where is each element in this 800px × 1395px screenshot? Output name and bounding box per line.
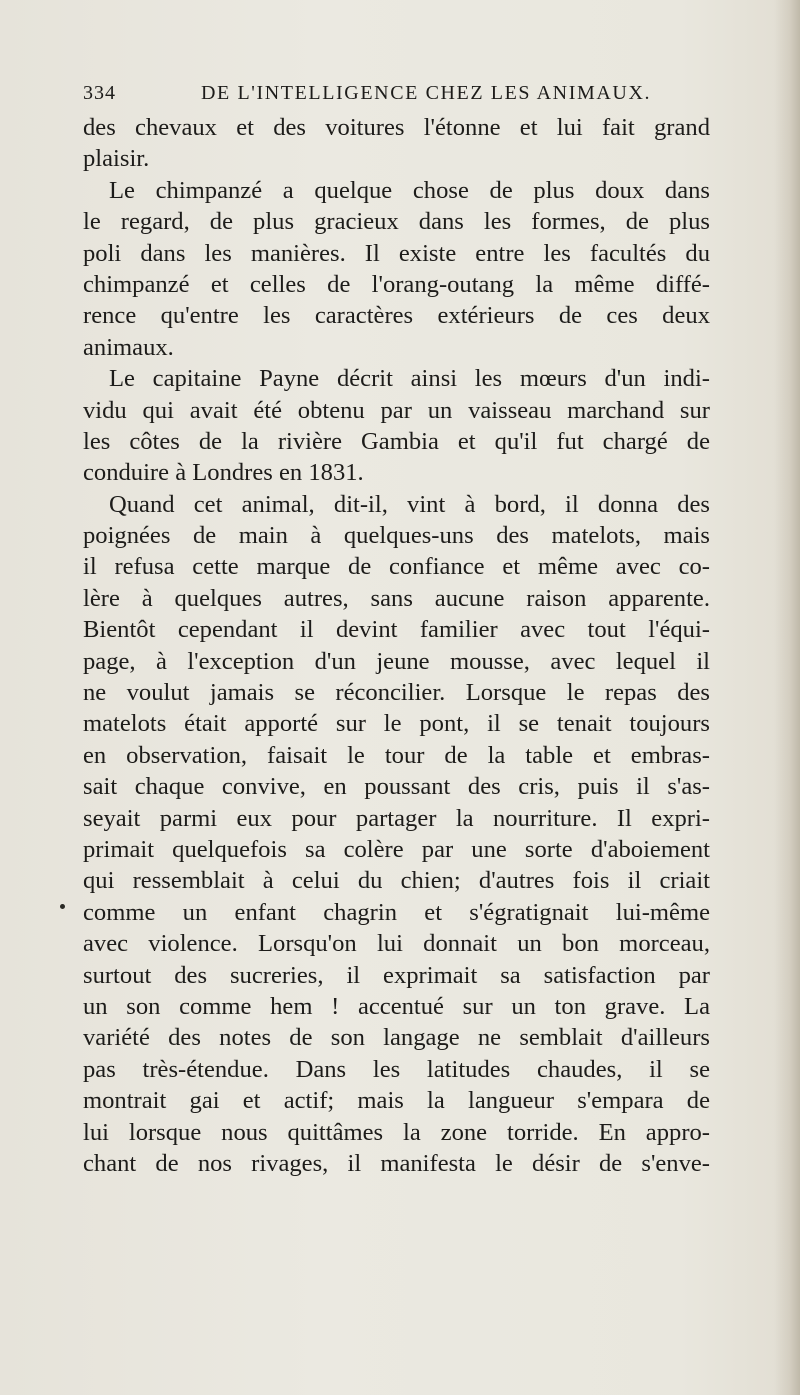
text-line: pas très-étendue. Dans les latitudes chaudes, il se: [83, 1055, 710, 1083]
text-line: animaux.: [83, 333, 174, 361]
text-line: Le capitaine Payne décrit ainsi les mœurs d'un indi-: [109, 365, 710, 393]
text-line: primait quelquefois sa colère par une sorte d'aboiement: [83, 835, 710, 863]
text-line: chant de nos rivages, il manifesta le désir de s'enve-: [83, 1149, 710, 1177]
text-line: comme un enfant chagrin et s'égratignait lui-même: [83, 898, 710, 926]
page-number: 334: [83, 82, 116, 104]
page-header: [83, 78, 710, 114]
text-line: un son comme hem ! accentué sur un ton grave. La: [83, 992, 710, 1020]
margin-mark: [60, 904, 65, 909]
text-line: lui lorsque nous quittâmes la zone torride. En appro-: [83, 1118, 710, 1146]
text-line: sait chaque convive, en poussant des cris, puis il s'as-: [83, 773, 710, 801]
text-line: seyait parmi eux pour partager la nourriture. Il expri-: [83, 804, 710, 832]
text-line: des chevaux et des voitures l'étonne et lui fait grand: [83, 114, 710, 141]
page-edge-shadow: [774, 0, 800, 1395]
text-line: avec violence. Lorsqu'on lui donnait un bon morceau,: [83, 930, 710, 958]
text-line: surtout des sucreries, il exprimait sa satisfaction par: [83, 961, 710, 989]
text-line: les côtes de la rivière Gambia et qu'il fut chargé de: [83, 427, 710, 455]
text-line: matelots était apporté sur le pont, il se tenait toujours: [83, 710, 710, 738]
text-line: qui ressemblait à celui du chien; d'autres fois il criait: [83, 867, 710, 895]
text-line: chimpanzé et celles de l'orang-outang la même diffé-: [83, 270, 710, 298]
text-line: montrait gai et actif; mais la langueur s'empara de: [83, 1087, 710, 1115]
text-line: en observation, faisait le tour de la table et embras-: [83, 741, 710, 769]
text-line: Bientôt cependant il devint familier avec tout l'équi-: [83, 616, 710, 644]
text-line: le regard, de plus gracieux dans les formes, de plus: [83, 208, 710, 236]
body-text: [83, 112, 710, 1179]
text-line: conduire à Londres en 1831.: [83, 459, 364, 487]
text-line: variété des notes de son langage ne semblait d'ailleurs: [83, 1024, 710, 1052]
text-line: il refusa cette marque de confiance et même avec co-: [83, 553, 710, 581]
text-line: rence qu'entre les caractères extérieurs de ces deux: [83, 302, 710, 330]
text-line: plaisir.: [83, 145, 150, 173]
text-line: page, à l'exception d'un jeune mousse, avec lequel il: [83, 647, 710, 675]
running-head: DE L'INTELLIGENCE CHEZ LES ANIMAUX.: [201, 82, 652, 104]
text-line: Quand cet animal, dit-il, vint à bord, il donna des: [109, 490, 710, 518]
text-line: Le chimpanzé a quelque chose de plus doux dans: [109, 176, 710, 204]
text-line: poignées de main à quelques-uns des matelots, mais: [83, 522, 710, 550]
text-line: ne voulut jamais se réconcilier. Lorsque le repas des: [83, 679, 710, 707]
text-line: vidu qui avait été obtenu par un vaisseau marchand sur: [83, 396, 710, 424]
text-line: poli dans les manières. Il existe entre les facultés du: [83, 239, 710, 267]
text-line: lère à quelques autres, sans aucune raison apparente.: [83, 584, 710, 612]
